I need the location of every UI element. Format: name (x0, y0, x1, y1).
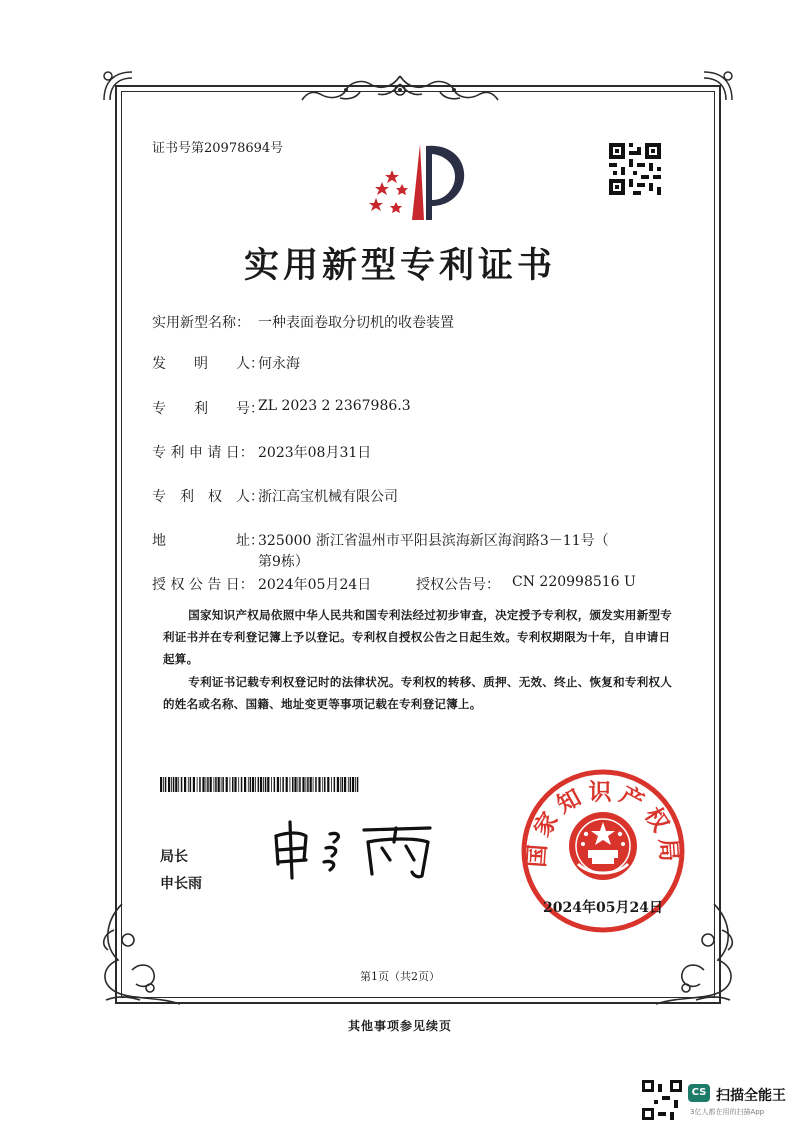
field-value: 一种表面卷取分切机的收卷装置 (258, 315, 454, 331)
barcode-bar (348, 777, 349, 792)
field-inventor (152, 353, 300, 373)
field-label: 专 利 号： (152, 401, 264, 417)
signatory-name: 申长雨 (160, 876, 202, 892)
field-label: 实用新型名称： (152, 315, 250, 331)
barcode-bar (265, 777, 267, 792)
corner-ornament-top-right (700, 68, 736, 104)
barcode-bar (184, 777, 186, 792)
grant-number-label: 授权公告号： (416, 577, 500, 593)
barcode-bar (244, 777, 246, 792)
barcode-bar (324, 777, 326, 792)
barcode-bar (218, 777, 220, 792)
field-value: ZL 2023 2 2367986.3 (258, 398, 411, 414)
barcode-bar (193, 777, 195, 792)
barcode-bar (315, 777, 317, 792)
field-address (152, 530, 609, 550)
barcode-bar (352, 777, 354, 792)
barcode-bar (255, 777, 256, 792)
paragraph-grant-statement: 国家知识产权局依照中华人民共和国专利法经过初步审查，决定授予专利权，颁发实用新型专利证书并在专利登记簿上予以登记。专利权自授权公告之日起生效。专利权期限为十年，自申请日起算。 (163, 608, 673, 666)
barcode-bar (263, 777, 264, 792)
barcode-bar (299, 777, 301, 792)
handwritten-signature (268, 816, 438, 882)
official-seal (520, 768, 686, 934)
barcode-bar (250, 777, 252, 792)
barcode-bar (173, 777, 175, 792)
barcode-bar (238, 777, 239, 792)
barcode-bar (277, 777, 279, 792)
barcode-bar (322, 777, 323, 792)
barcode-bar (230, 777, 231, 792)
barcode-bar (190, 777, 192, 792)
barcode-bar (302, 777, 304, 792)
field-label: 地 址： (152, 533, 264, 549)
barcode-bar (344, 777, 346, 792)
barcode-bar (298, 777, 299, 792)
barcode-bar (342, 777, 344, 792)
barcode-bar (292, 777, 294, 792)
scanner-logo: CS (688, 1084, 710, 1102)
barcode-bar (271, 777, 272, 792)
field-value: 第9栋） (258, 554, 309, 570)
continued-note: 其他事项参见续页 (347, 1019, 452, 1033)
field-value: 325000 浙江省温州市平阳县滨海新区海润路3－11号（ (258, 533, 609, 549)
star-icon (369, 170, 408, 213)
barcode-bar (210, 777, 212, 792)
barcode-bar (313, 777, 314, 792)
barcode-bar (165, 777, 167, 792)
barcode-bar (202, 777, 204, 792)
barcode-bar (171, 777, 172, 792)
barcode-bar (163, 777, 164, 792)
barcode-bar (252, 777, 254, 792)
barcode-bar (307, 777, 309, 792)
grant-date-label: 授 权 公 告 日： (152, 577, 254, 593)
field-label: 专 利 权 人： (152, 489, 264, 505)
barcode-bar (222, 777, 224, 792)
seal-text: 国家知识产权局 (524, 779, 682, 869)
barcode-bar (306, 777, 307, 792)
barcode-bar (355, 777, 356, 792)
barcode-bar (215, 777, 217, 792)
field-application-date (152, 442, 372, 462)
barcode-bar (294, 777, 296, 792)
signatory-title: 局长 (160, 849, 188, 865)
certificate-number: 证书号第20978694号 (152, 141, 284, 156)
barcode-bar (267, 777, 269, 792)
barcode-bar (207, 777, 209, 792)
barcode-bar (188, 777, 189, 792)
barcode-bar (337, 777, 339, 792)
barcode-bar (178, 777, 179, 792)
barcode-bar (318, 777, 320, 792)
qr-code (609, 143, 661, 195)
barcode-bar (206, 777, 207, 792)
top-ornament (300, 70, 500, 106)
grant-date-value: 2024年05月24日 (258, 577, 372, 593)
barcode-bar (241, 777, 243, 792)
field-label: 发 明 人： (152, 356, 264, 372)
national-emblem-icon (569, 812, 637, 880)
field-value: 浙江高宝机械有限公司 (258, 489, 398, 505)
barcode-bar (274, 777, 276, 792)
barcode-bar (286, 777, 288, 792)
scanner-tagline: 3亿人都在用的扫描App (690, 1108, 765, 1116)
field-patentee (152, 486, 398, 506)
barcode-bar (334, 777, 336, 792)
barcode-bar (199, 777, 201, 792)
barcode-bar (232, 777, 234, 792)
barcode-bar (175, 777, 177, 792)
barcode-bar (197, 777, 198, 792)
barcode-bar (234, 777, 236, 792)
barcode-bar (340, 777, 341, 792)
grant-number-value: CN 220998516 U (512, 574, 636, 590)
barcode-bar (214, 777, 215, 792)
field-utility-model-name (152, 312, 454, 332)
paragraph-legal-status: 专利证书记载专利权登记时的法律状况。专利权的转移、质押、无效、终止、恢复和专利权人的姓名或名称、国籍、地址变更等事项记载在专利登记簿上。 (163, 675, 673, 711)
barcode-bar (258, 777, 260, 792)
barcode-bar (282, 777, 284, 792)
corner-ornament-top-left (100, 68, 136, 104)
barcode-bar (350, 777, 352, 792)
seal-date: 2024年05月24日 (543, 900, 663, 916)
patent-office-logo (368, 140, 468, 224)
barcode-bar (280, 777, 281, 792)
barcode-bar (168, 777, 170, 792)
barcode-bar (248, 777, 249, 792)
barcode-bar (260, 777, 262, 792)
field-value: 何永海 (258, 356, 300, 372)
barcode-bar (221, 777, 222, 792)
scanner-brand-name: 扫描全能王 (716, 1088, 786, 1104)
field-label: 专 利 申 请 日： (152, 445, 254, 461)
barcode-bar (226, 777, 228, 792)
field-grant-announcement (152, 574, 636, 594)
barcode-bar (357, 777, 359, 792)
barcode-bar (327, 777, 329, 792)
barcode-bar (331, 777, 332, 792)
field-value: 2023年08月31日 (258, 445, 372, 461)
scanner-qr-code (642, 1080, 682, 1120)
barcode-bar (181, 777, 183, 792)
page-number: 第1页（共2页） (360, 970, 440, 983)
barcode-bar (290, 777, 291, 792)
barcode-bar (310, 777, 312, 792)
barcode (160, 777, 360, 792)
corner-ornament-bottom-left (92, 900, 184, 1010)
field-patent-number (152, 398, 411, 418)
barcode-bar (160, 777, 162, 792)
certificate-title: 实用新型专利证书 (243, 246, 556, 286)
